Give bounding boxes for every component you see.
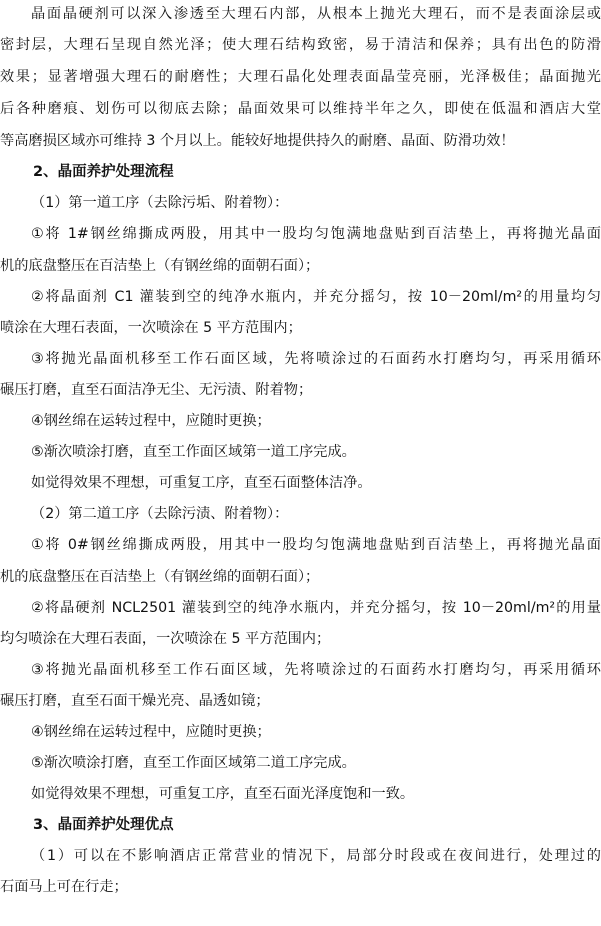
paragraph-line: 晶面晶硬剂可以深入渗透至大理石内部，从根本上抛光大理石，而不是表面涂层或 [31, 6, 601, 22]
note-line: 如觉得效果不理想，可重复工序，直至石面光泽度饱和一致。 [31, 786, 415, 802]
paragraph-line: （1）可以在不影响酒店正常营业的情况下，局部分时段或在夜间进行，处理过的 [31, 848, 601, 864]
section-heading: 3、晶面养护处理优点 [33, 817, 174, 833]
subsection-heading: （1）第一道工序（去除污垢、附着物）： [31, 195, 289, 211]
step-line: ①将 1#钢丝绵撕成两股，用其中一股均匀饱满地盘贴到百洁垫上，再将抛光晶面 [31, 226, 601, 242]
note-line: 如觉得效果不理想，可重复工序，直至石面整体洁净。 [31, 475, 372, 491]
step-line: ⑤渐次喷涂打磨，直至工作面区域第二道工序完成。 [31, 755, 356, 771]
paragraph-line: 密封层，大理石呈现自然光泽；使大理石结构致密，易于清洁和保养；具有出色的防滑 [0, 37, 601, 53]
step-line: ②将晶面剂 C1 灌装到空的纯净水瓶内，并充分摇匀，按 10－20ml/m²的用量均匀 [31, 289, 601, 305]
subsection-heading: （2）第二道工序（去除污渍、附着物）： [31, 506, 289, 522]
step-line: ③将抛光晶面机移至工作石面区域，先将喷涂过的石面药水打磨均匀，再采用循环 [31, 351, 601, 367]
paragraph-line: 后各种磨痕、划伤可以彻底去除；晶面效果可以维持半年之久，即使在低温和酒店大堂 [0, 101, 601, 117]
step-line: 机的底盘整压在百洁垫上（有钢丝绵的面朝石面）； [0, 258, 320, 274]
paragraph-line: 效果；显著增强大理石的耐磨性；大理石晶化处理表面晶莹亮丽，光泽极佳；晶面抛光 [0, 69, 601, 85]
step-line: 均匀喷涂在大理石表面，一次喷涂在 5 平方范围内； [0, 631, 331, 647]
step-line: 机的底盘整压在百洁垫上（有钢丝绵的面朝石面）； [0, 569, 320, 585]
step-line: ④钢丝绵在运转过程中，应随时更换； [31, 413, 271, 429]
step-line: ①将 0#钢丝绵撕成两股，用其中一股均匀饱满地盘贴到百洁垫上，再将抛光晶面 [31, 537, 601, 553]
step-line: ③将抛光晶面机移至工作石面区域，先将喷涂过的石面药水打磨均匀，再采用循环 [31, 662, 601, 678]
paragraph-line: 石面马上可在行走； [0, 879, 128, 895]
step-line: ⑤渐次喷涂打磨，直至工作面区域第一道工序完成。 [31, 444, 356, 460]
step-line: ④钢丝绵在运转过程中，应随时更换； [31, 724, 271, 740]
step-line: 碾压打磨，直至石面洁净无尘、无污渍、附着物； [0, 382, 313, 398]
step-line: 喷涂在大理石表面，一次喷涂在 5 平方范围内； [0, 320, 302, 336]
section-heading: 2、晶面养护处理流程 [33, 164, 174, 180]
paragraph-line: 等高磨损区域亦可维持 3 个月以上。能较好地提供持久的耐磨、晶面、防滑功效！ [0, 133, 515, 149]
step-line: ②将晶硬剂 NCL2501 灌装到空的纯净水瓶内，并充分摇匀，按 10－20ml/m²的用量 [31, 600, 601, 616]
step-line: 碾压打磨，直至石面干燥光亮、晶透如镜； [0, 693, 270, 709]
